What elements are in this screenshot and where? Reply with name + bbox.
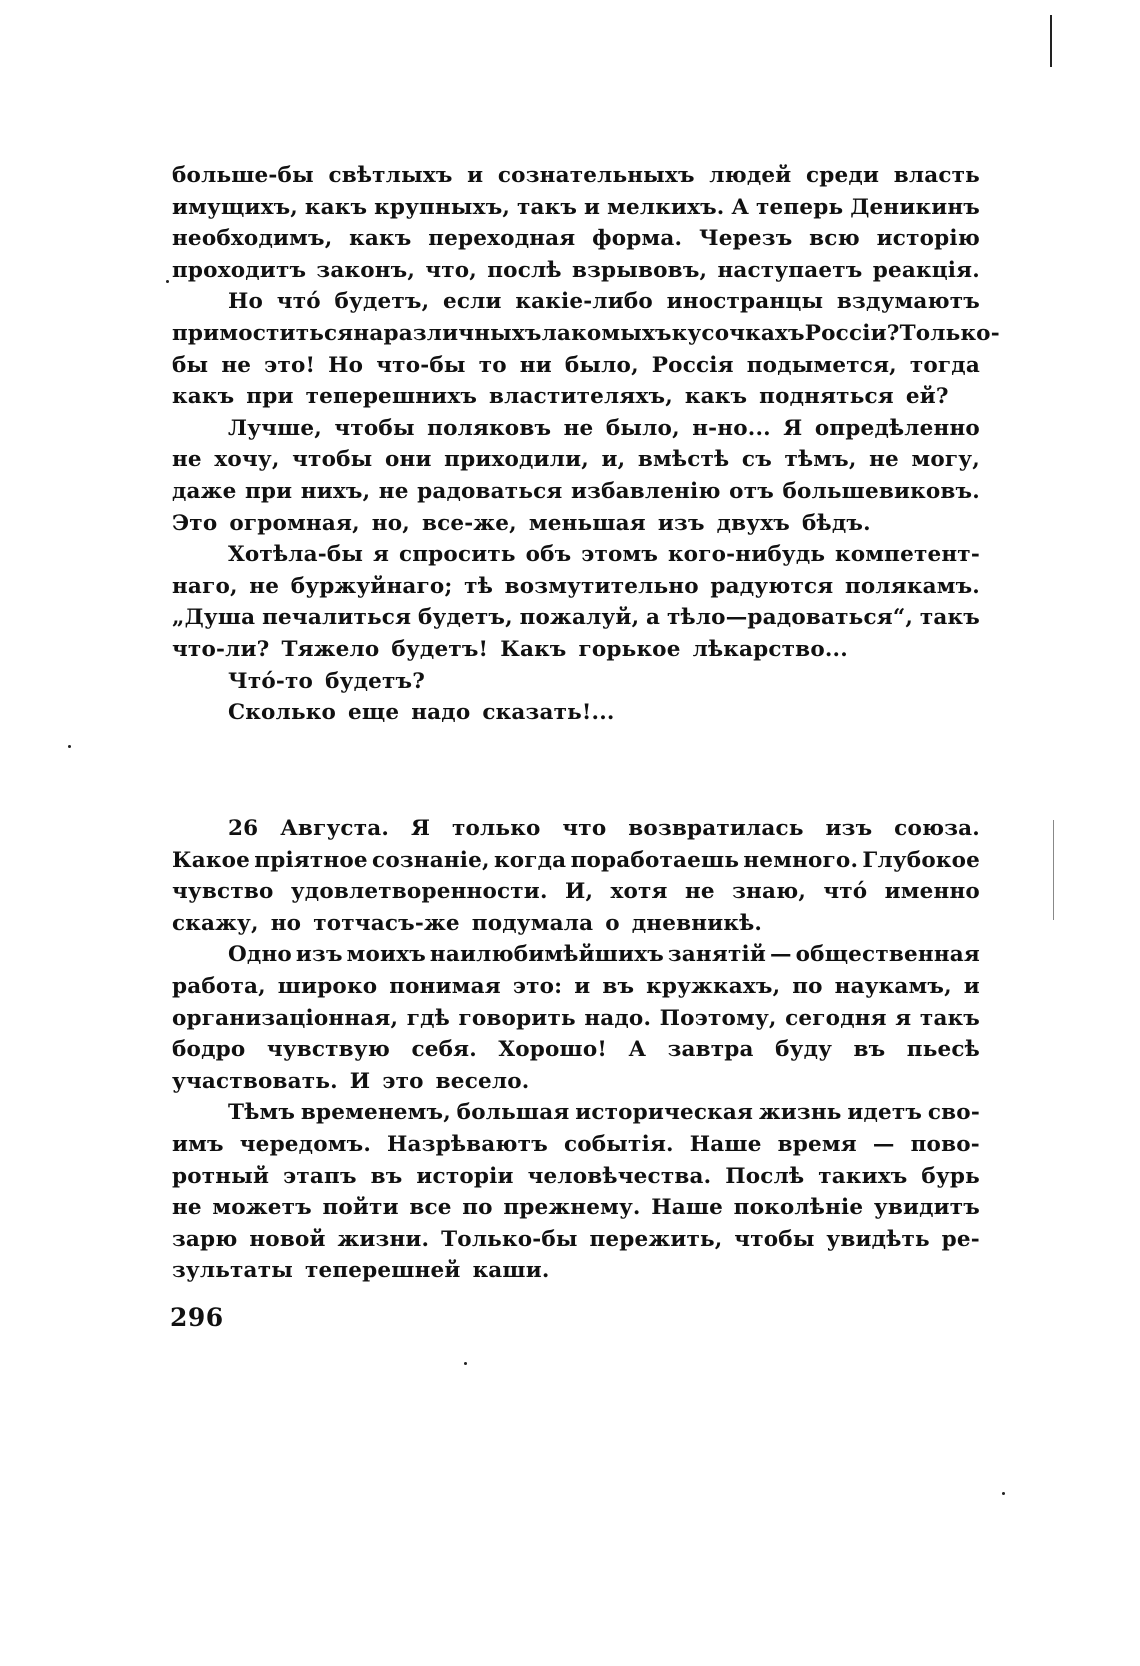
- word: но: [270, 910, 302, 936]
- word: каши.: [472, 1258, 550, 1284]
- word: завтра: [667, 1037, 754, 1063]
- word: чувство: [172, 879, 274, 905]
- word: полякамъ.: [844, 573, 980, 599]
- word: сво-: [927, 1100, 980, 1126]
- word: и: [467, 163, 484, 188]
- word: исторіи: [416, 1163, 514, 1189]
- word: временемъ,: [300, 1100, 451, 1126]
- word: жизни.: [337, 1226, 430, 1252]
- word: не: [684, 879, 715, 905]
- word: знаю,: [732, 879, 807, 905]
- word: И: [349, 1068, 371, 1094]
- word: Тяжело: [281, 636, 380, 662]
- word: надо: [411, 700, 471, 726]
- word: это!: [264, 352, 316, 378]
- word: весело.: [435, 1068, 530, 1094]
- word: бурь: [921, 1163, 980, 1189]
- text-line: [172, 634, 980, 666]
- word: въ: [853, 1037, 886, 1063]
- word: не: [378, 478, 409, 504]
- word: и: [574, 973, 591, 999]
- word: моихъ: [346, 942, 426, 968]
- word: не: [249, 573, 280, 599]
- word: они: [384, 447, 432, 473]
- word: подумала: [471, 910, 594, 936]
- word: Но: [328, 352, 364, 378]
- text-line: [172, 255, 980, 287]
- text-line: [172, 381, 980, 413]
- word: чтó: [823, 879, 868, 905]
- word: возвратилась: [628, 816, 804, 841]
- word: кружкахъ,: [646, 973, 781, 999]
- word: меньшая: [528, 510, 646, 536]
- word: крупныхъ,: [374, 194, 511, 220]
- word: лѣкарство...: [692, 636, 848, 662]
- word: власть: [893, 163, 980, 188]
- word: что-бы: [376, 352, 466, 378]
- word: бы: [172, 352, 209, 378]
- word: чтобы: [334, 415, 415, 441]
- word: этомъ: [581, 542, 659, 568]
- word: свѣтлыхъ: [328, 163, 453, 188]
- text-line: [172, 539, 980, 571]
- word: какъ: [172, 384, 235, 410]
- scan-edge-mark: [1053, 820, 1054, 920]
- word: пожалуй,: [519, 605, 640, 631]
- word: послѣ: [487, 257, 562, 283]
- word: н-но...: [692, 415, 771, 441]
- word: увидитъ: [873, 1195, 980, 1221]
- word: это: [382, 1068, 424, 1094]
- word: пріятное: [254, 847, 368, 873]
- word: все: [409, 1195, 452, 1221]
- word: хотя: [610, 879, 668, 905]
- word: не: [172, 1195, 202, 1221]
- word: могу,: [911, 447, 980, 473]
- word: двухъ: [716, 510, 790, 536]
- word: переходная: [428, 226, 576, 252]
- word: широко: [277, 973, 378, 999]
- word: въ: [370, 1163, 403, 1189]
- word: вздумаютъ: [836, 289, 980, 315]
- word: И,: [564, 879, 594, 905]
- word: подняться: [759, 384, 894, 410]
- word: объ: [525, 542, 572, 568]
- word: Хорошо!: [498, 1037, 608, 1063]
- word: подымется,: [746, 352, 897, 378]
- word: что,: [425, 257, 477, 283]
- text-block-1: [172, 160, 1000, 729]
- scan-speck: [68, 745, 71, 748]
- word: на: [353, 320, 384, 346]
- word: если: [442, 289, 502, 315]
- word: иностранцы: [666, 289, 824, 315]
- word: то: [478, 352, 507, 378]
- word: кого-нибудь: [667, 542, 826, 568]
- word: себя.: [411, 1037, 477, 1063]
- word: при: [246, 384, 294, 410]
- word: исторію: [876, 226, 980, 252]
- word: общественная: [795, 942, 980, 968]
- word: и: [963, 973, 980, 999]
- word: чтó: [276, 289, 321, 315]
- word: реакція.: [872, 257, 980, 283]
- text-line: [172, 1066, 980, 1098]
- word: работа,: [172, 973, 266, 999]
- word: такъ: [919, 605, 980, 631]
- word: Но: [228, 289, 264, 315]
- word: я: [373, 542, 390, 568]
- word: людей: [709, 163, 792, 188]
- text-line: [172, 1003, 980, 1035]
- word: наго,: [172, 573, 238, 599]
- word: занятій: [667, 942, 766, 968]
- word: имъ: [172, 1131, 224, 1157]
- word: лакомыхъ: [541, 320, 672, 346]
- text-line: [172, 1255, 980, 1287]
- word: изъ: [295, 942, 343, 968]
- word: какъ: [349, 226, 412, 252]
- word: тотчасъ-же: [313, 910, 460, 936]
- word: среди: [806, 163, 880, 188]
- text-line: [172, 444, 980, 476]
- word: Чтó-то: [228, 668, 314, 694]
- word: и,: [601, 447, 626, 473]
- word: время: [777, 1131, 857, 1157]
- word: Какое: [172, 847, 251, 873]
- word: Только-бы: [441, 1226, 578, 1252]
- word: Августа.: [280, 816, 390, 841]
- word: властителяхъ,: [489, 384, 673, 410]
- word: и: [584, 194, 601, 220]
- word: даже: [172, 478, 237, 504]
- word: зультаты: [172, 1258, 293, 1284]
- word: наукамъ,: [834, 973, 952, 999]
- text-line: [172, 413, 980, 445]
- word: бодро: [172, 1037, 246, 1063]
- word: по: [792, 973, 823, 999]
- word: —: [872, 1131, 895, 1157]
- word: поляковъ: [427, 415, 552, 441]
- word: о: [605, 910, 620, 936]
- word: когда: [494, 847, 567, 873]
- word: вмѣстѣ: [637, 447, 730, 473]
- word: компетент-: [835, 542, 980, 568]
- word: теперь: [756, 194, 844, 220]
- text-line: [172, 939, 980, 971]
- text-line: [172, 1097, 980, 1129]
- word: сознаніе,: [372, 847, 490, 873]
- text-line: [172, 192, 980, 224]
- word: это:: [512, 973, 563, 999]
- word: различныхъ: [383, 320, 542, 346]
- word: необходимъ,: [172, 226, 333, 252]
- word: увидѣть: [826, 1226, 930, 1252]
- word: такихъ: [818, 1163, 908, 1189]
- word: новой: [249, 1226, 326, 1252]
- scan-speck: [464, 1362, 467, 1365]
- word: какъ: [304, 194, 368, 220]
- word: пойти: [322, 1195, 399, 1221]
- word: теперешней: [304, 1258, 461, 1284]
- word: удовлетворенности.: [290, 879, 548, 905]
- word: будетъ,: [417, 605, 513, 631]
- word: ре-: [941, 1226, 980, 1252]
- word: этапъ: [283, 1163, 357, 1189]
- word: буржуйнаго;: [290, 573, 453, 599]
- word: союза.: [894, 816, 980, 841]
- word: Какъ: [500, 636, 567, 662]
- scan-speck: [166, 280, 169, 283]
- word: что: [562, 816, 607, 841]
- word: какъ: [684, 384, 748, 410]
- word: было,: [605, 415, 680, 441]
- word: сказать!...: [482, 700, 615, 726]
- word: ей?: [905, 384, 949, 410]
- text-line: [172, 571, 980, 603]
- text-line: [172, 1192, 980, 1224]
- word: такъ: [517, 194, 578, 220]
- word: горькое: [578, 636, 681, 662]
- word: Тѣмъ: [228, 1100, 296, 1126]
- word: съ: [741, 447, 772, 473]
- word: зарю: [172, 1226, 238, 1252]
- word: тѣло—радоваться“,: [666, 605, 914, 631]
- text-line: [172, 1034, 980, 1066]
- word: спросить: [398, 542, 516, 568]
- text-line: [172, 1161, 980, 1193]
- word: Сколько: [228, 700, 336, 726]
- word: сегодня: [785, 1005, 887, 1031]
- word: радуются: [710, 573, 834, 599]
- word: Деникинъ: [850, 194, 980, 220]
- word: не: [869, 447, 899, 473]
- word: немного.: [743, 847, 859, 873]
- word: сознательныхъ: [497, 163, 695, 188]
- word: ротный: [172, 1163, 270, 1189]
- word: все-же,: [421, 510, 517, 536]
- word: Россіи?: [804, 320, 900, 346]
- word: поработаешь: [570, 847, 740, 873]
- word: поколѣніе: [733, 1195, 864, 1221]
- word: Только-: [899, 320, 1000, 346]
- word: Россія: [651, 352, 734, 378]
- word: всю: [809, 226, 860, 252]
- text-line: [172, 666, 980, 698]
- word: только: [452, 816, 541, 841]
- word: было,: [564, 352, 639, 378]
- text-line: [172, 286, 980, 318]
- word: какіе-либо: [515, 289, 653, 315]
- word: чувствую: [266, 1037, 391, 1063]
- word: нихъ,: [300, 478, 371, 504]
- word: —: [769, 942, 792, 968]
- word: но,: [371, 510, 410, 536]
- text-line: [172, 223, 980, 255]
- word: по: [462, 1195, 493, 1221]
- word: событія.: [563, 1131, 674, 1157]
- word: форма.: [592, 226, 683, 252]
- text-line: [172, 1224, 980, 1256]
- word: 26: [228, 816, 259, 841]
- word: наступаетъ: [717, 257, 863, 283]
- word: Хотѣла-бы: [228, 542, 364, 568]
- word: пово-: [910, 1131, 980, 1157]
- word: Поэтому,: [659, 1005, 777, 1031]
- text-line: [172, 602, 980, 634]
- scan-edge-mark: [1050, 15, 1052, 67]
- word: имущихъ,: [172, 194, 298, 220]
- word: что-ли?: [172, 636, 270, 662]
- word: проходитъ: [172, 257, 307, 283]
- word: взрывовъ,: [571, 257, 708, 283]
- word: пьесѣ: [906, 1037, 980, 1063]
- word: пережить,: [589, 1226, 723, 1252]
- text-line: [172, 160, 980, 192]
- text-line: [172, 508, 980, 540]
- word: мелкихъ.: [607, 194, 725, 220]
- word: Послѣ: [725, 1163, 805, 1189]
- page-number: 296: [170, 1303, 224, 1332]
- text-line: [172, 476, 980, 508]
- word: Это: [172, 510, 218, 536]
- word: прежнему.: [503, 1195, 641, 1221]
- word: большая: [456, 1100, 570, 1126]
- word: чтобы: [292, 447, 373, 473]
- word: законъ,: [316, 257, 416, 283]
- word: чередомъ.: [239, 1131, 372, 1157]
- word: идетъ: [847, 1100, 923, 1126]
- word: А: [731, 194, 750, 220]
- word: кусочкахъ: [671, 320, 805, 346]
- word: при: [244, 478, 293, 504]
- word: большевиковъ.: [782, 478, 980, 504]
- word: жизнь: [758, 1100, 842, 1126]
- word: отъ: [729, 478, 774, 504]
- word: наилюбимѣйшихъ: [429, 942, 664, 968]
- word: человѣчества.: [527, 1163, 712, 1189]
- text-line: [172, 318, 1000, 350]
- word: тѣ: [464, 573, 494, 599]
- text-line: [172, 971, 980, 1003]
- word: Глубокое: [862, 847, 980, 873]
- word: хочу,: [214, 447, 280, 473]
- word: радоваться: [417, 478, 563, 504]
- word: не: [563, 415, 594, 441]
- word: можетъ: [212, 1195, 312, 1221]
- scan-speck: [1002, 1492, 1005, 1495]
- word: приходили,: [444, 447, 589, 473]
- word: участвовать.: [172, 1068, 338, 1094]
- word: ни: [519, 352, 552, 378]
- word: огромная,: [229, 510, 360, 536]
- word: примоститься: [172, 320, 354, 346]
- word: а: [646, 605, 661, 631]
- word: Одно: [228, 942, 292, 968]
- text-line: [172, 876, 980, 908]
- text-line: [172, 1129, 980, 1161]
- word: будетъ,: [334, 289, 430, 315]
- word: именно: [884, 879, 980, 905]
- text-line: [172, 350, 980, 382]
- word: Лучше,: [228, 415, 322, 441]
- word: тогда: [909, 352, 980, 378]
- word: тѣмъ,: [784, 447, 857, 473]
- word: историческая: [575, 1100, 754, 1126]
- word: я: [895, 1005, 912, 1031]
- word: изъ: [657, 510, 705, 536]
- word: больше-бы: [172, 163, 314, 188]
- word: говорить: [458, 1005, 576, 1031]
- word: Назрѣваютъ: [387, 1131, 548, 1157]
- word: избавленію: [571, 478, 721, 504]
- word: бѣдъ.: [801, 510, 871, 536]
- word: организаціонная,: [172, 1005, 399, 1031]
- word: Наше: [651, 1195, 724, 1221]
- text-line: [172, 908, 980, 940]
- word: будетъ?: [325, 668, 426, 694]
- word: возмутительно: [504, 573, 699, 599]
- word: А: [628, 1037, 647, 1063]
- word: печалиться: [262, 605, 412, 631]
- word: Я: [410, 816, 431, 841]
- word: скажу,: [172, 910, 259, 936]
- word: не: [172, 447, 202, 473]
- word: въ: [602, 973, 635, 999]
- word: Я: [783, 415, 803, 441]
- word: „Душа: [172, 605, 256, 631]
- text-line: [172, 697, 980, 729]
- word: надо.: [584, 1005, 652, 1031]
- word: еще: [348, 700, 400, 726]
- word: теперешнихъ: [305, 384, 478, 410]
- word: такъ: [919, 1005, 980, 1031]
- word: буду: [775, 1037, 833, 1063]
- word: понимая: [389, 973, 501, 999]
- word: не: [221, 352, 252, 378]
- word: гдѣ: [406, 1005, 450, 1031]
- text-line: [172, 845, 980, 877]
- word: дневникѣ.: [631, 910, 763, 936]
- word: будетъ!: [391, 636, 489, 662]
- text-line: [172, 813, 980, 845]
- word: опредѣленно: [814, 415, 980, 441]
- word: чтобы: [734, 1226, 815, 1252]
- word: Черезъ: [698, 226, 793, 252]
- text-block-2: [172, 813, 980, 1287]
- word: Наше: [689, 1131, 762, 1157]
- word: изъ: [825, 816, 873, 841]
